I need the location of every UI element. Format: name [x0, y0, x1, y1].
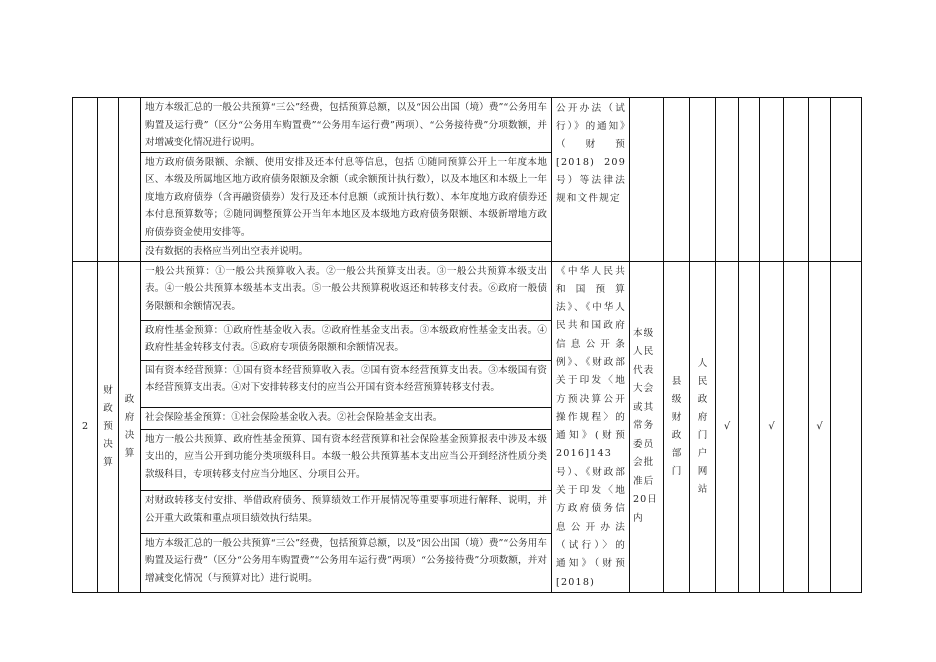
category-cell [98, 98, 119, 262]
check-cell [784, 98, 809, 262]
check-cell [739, 261, 760, 592]
content-cell: 没有数据的表格应当列出空表并说明。 [141, 242, 552, 262]
content-cell: 地方本级汇总的一般公共预算“三公”经费，包括预算总额，以及“因公出国（境）费”“公务用车购置及运行费”（区分“公务用车购置费”“公务用车运行费”两项）“公务接待费”分项数额，并对增减变化情况（与预算对比）进行说明。 [141, 533, 552, 592]
subject-cell [664, 98, 690, 262]
channel-cell [690, 98, 716, 262]
category-label: 财政预决算 [103, 384, 113, 468]
content-cell: 一般公共预算：①一般公共预算收入表。②一般公共预算支出表。③一般公共预算本级支出表。④一般公共预算本级基本支出表。⑤一般公共预算税收返还和转移支付表。⑥政府一般债务限额和余额情况表。 [141, 261, 552, 320]
channel-label: 人民政府门户网站 [697, 357, 708, 495]
check-cell [784, 261, 809, 592]
basis-cell: 公开办法（试行）》的通知》（财预[2018) 209号）等法律法规和文件规定 [552, 98, 630, 262]
content-cell: 国有资本经营预算：①国有资本经营预算收入表。②国有资本经营预算支出表。③本级国有资本经营预算支出表。④对下安排转移支付的应当公开国有资本经营预算转移支付表。 [141, 360, 552, 408]
category-cell [98, 261, 119, 592]
check-cell [809, 98, 831, 262]
table-row [73, 98, 862, 153]
subcategory-label: 政府决算 [124, 393, 135, 459]
subcategory-cell [119, 98, 141, 262]
check-cell [831, 261, 862, 592]
content-cell: 地方政府债务限额、余额、使用安排及还本付息等信息，包括 ①随同预算公开上一年度本地区、本级及所属地区地方政府债务限额及余额（或余额预计执行数），以及本地区和本级上一年度地方政府债券（含再融资债券）发行及还本付息额（或预计执行数）、本年度地方政府债券还本付息预算数等；②随同调整预算公开当年本地区及本级地方政府债务限额、本级新增地方政府债券资金使用安排等。 [141, 152, 552, 242]
disclosure-table [72, 97, 862, 593]
content-cell: 地方本级汇总的一般公共预算“三公”经费，包括预算总额，以及“因公出国（境）费”“公务用车购置及运行费”（区分“公务用车购置费”“公务用车运行费”两项）、“公务接待费”分项数额，并对增减变化情况进行说明。 [141, 98, 552, 153]
time-cell [630, 98, 664, 262]
subcategory-cell [119, 261, 141, 592]
basis-cell: 《中华人民共和国预算法》、《中华人民共和国政府信息公开条例》、《财政部关于印发〈地方预决算公开操作规程〉的通知》(财预 2016]143号）、《财政部关于印发〈地方政府债务信息公开办法（试行）〉的通知》（财预[2018) [552, 261, 630, 592]
time-cell: 本级人民代表大会或其常务委员会批准后20日内 [630, 261, 664, 592]
check-mark: √ [760, 261, 784, 592]
content-cell: 地方一般公共预算、政府性基金预算、国有资本经营预算和社会保险基金预算报表中涉及本级支出的，应当公开到功能分类项级科目。本级一般公共预算基本支出应当公开到经济性质分类款级科目，专项转移支付应当分地区、分项目公开。 [141, 429, 552, 491]
check-mark: √ [809, 261, 831, 592]
number-cell: 2 [73, 261, 98, 592]
table-row [73, 261, 862, 320]
channel-cell [690, 261, 716, 592]
check-mark: √ [716, 261, 739, 592]
content-cell: 社会保险基金预算：①社会保险基金收入表。②社会保险基金支出表。 [141, 408, 552, 429]
content-cell: 对财政转移支付安排、举借政府债务、预算绩效工作开展情况等重要事项进行解释、说明，并公开重大政策和重点项目绩效执行结果。 [141, 491, 552, 533]
check-cell [739, 98, 760, 262]
subject-cell [664, 261, 690, 592]
check-cell [716, 98, 739, 262]
content-cell: 政府性基金预算：①政府性基金收入表。②政府性基金支出表。③本级政府性基金支出表。④政府性基金转移支付表。⑤政府专项债务限额和余额情况表。 [141, 320, 552, 360]
subject-label: 县级财政部门 [671, 375, 682, 477]
check-cell [760, 98, 784, 262]
number-cell [73, 98, 98, 262]
check-cell [831, 98, 862, 262]
